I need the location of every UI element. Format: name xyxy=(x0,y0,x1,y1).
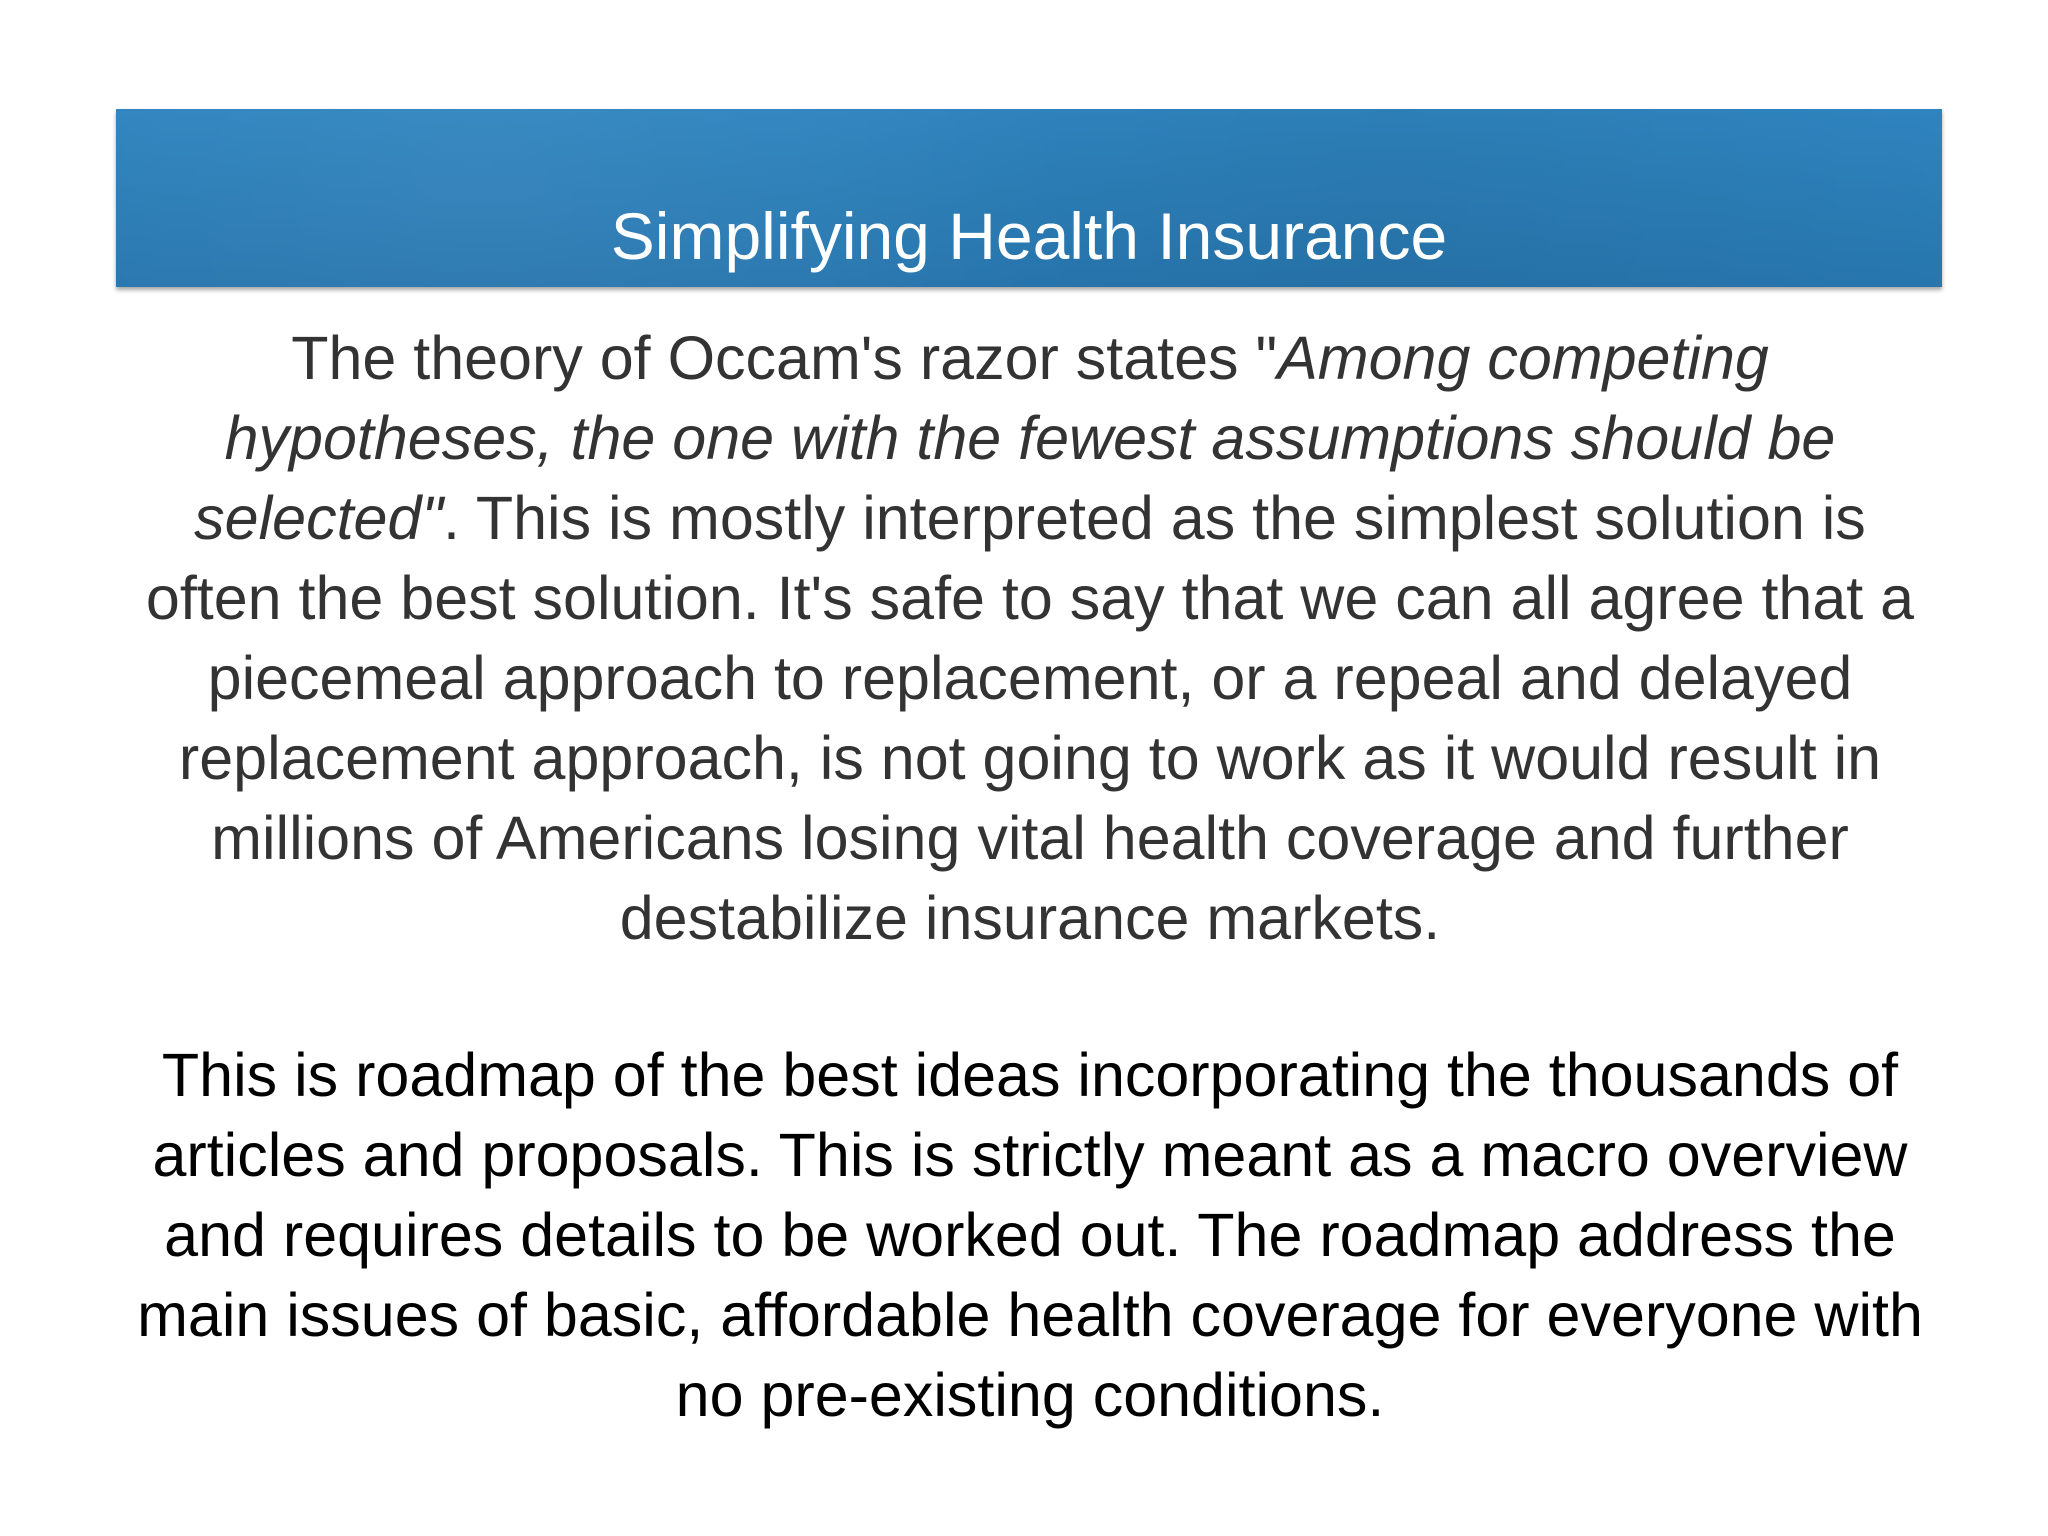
title-banner xyxy=(116,109,1942,287)
paragraph-roadmap: This is roadmap of the best ideas incorporating the thousands of articles and proposals. This is strictly meant as a macro overview and requires details to be worked out. The roadmap address the main issues of basic, affordable health coverage for everyone with no pre-existing conditions. xyxy=(137,1041,1923,1429)
paragraph1-quote: Among competing hypotheses, the one with the fewest assumptions should be selected" xyxy=(194,324,1836,552)
slide-title: Simplifying Health Insurance xyxy=(610,199,1448,274)
paragraph1-rest: . This is mostly interpreted as the simplest solution is often the best solution. It's safe to say that we can all agree that a piecemeal approach to replacement, or a repeal and delayed replacement approach, is not going to work as it would result in millions of Americans losing vital health coverage and further destabilize insurance markets. xyxy=(145,484,1915,952)
paragraph1-lead: The theory of Occam's razor states " xyxy=(291,324,1278,392)
paragraph-occams-razor xyxy=(130,318,1930,958)
